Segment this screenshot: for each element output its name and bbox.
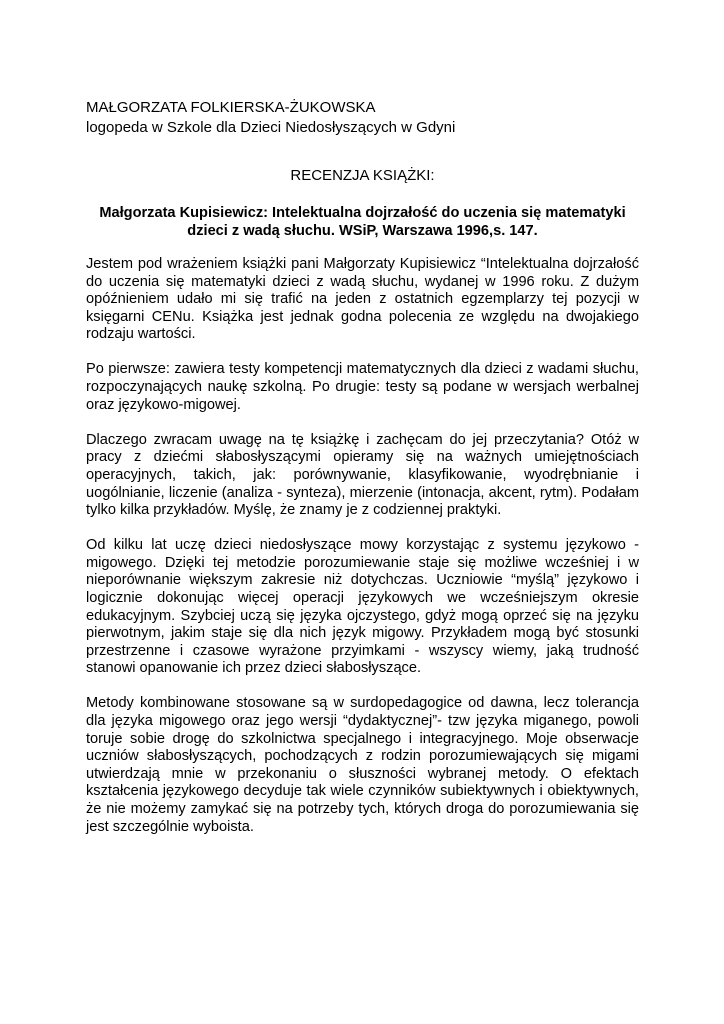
paragraph-4: Od kilku lat uczę dzieci niedosłyszące mowy korzystając z systemu językowo - migowego. Dzięki tej metodzie porozumiewanie staje się możliwe wcześniej i w nieporównanie większym zakresie niż dotychczas. Uczniowie “myślą” językowo i logicznie dokonując więcej operacji językowych we wcześniejszym okresie edukacyjnym. Szybciej uczą się języka ojczystego, gdyż mogą oprzeć się na języku pierwotnym, jakim staje się dla nich język migowy. Przykładem mogą być stosunki przestrzenne i czasowe wyrażone przyimkami - wszyscy wiemy, jaką trudność stanowi opanowanie ich przez dzieci słabosłyszące.: [86, 537, 639, 677]
book-title: [86, 205, 639, 240]
book-title-line-2: dzieci z wadą słuchu. WSiP, Warszawa 1996,s. 147.: [187, 222, 538, 239]
review-body: [86, 256, 639, 836]
document-page: [86, 98, 639, 854]
paragraph-2: Po pierwsze: zawiera testy kompetencji matematycznych dla dzieci z wadami słuchu, rozpoczynających naukę szkolną. Po drugie: testy są podane w wersjach werbalnej oraz językowo-migowej.: [86, 361, 639, 413]
paragraph-3: Dlaczego zwracam uwagę na tę książkę i zachęcam do jej przeczytania? Otóż w pracy z dziećmi słabosłyszącymi opieramy się na ważnych umiejętnościach operacyjnych, takich, jak: porównywanie, klasyfikowanie, wyodrębnianie i uogólnianie, liczenie (analiza - synteza), mierzenie (intonacja, akcent, rytm). Podałam tylko kilka przykładów. Myślę, że znamy je z codziennej praktyki.: [86, 431, 639, 519]
author-name: MAŁGORZATA FOLKIERSKA-ŻUKOWSKA: [86, 99, 376, 116]
author-role: logopeda w Szkole dla Dzieci Niedosłyszących w Gdyni: [86, 119, 456, 136]
book-title-line-1: Małgorzata Kupisiewicz: Intelektualna dojrzałość do uczenia się matematyki: [99, 205, 626, 221]
paragraph-1: Jestem pod wrażeniem książki pani Małgorzaty Kupisiewicz “Intelektualna dojrzałość do uczenia się matematyki dzieci z wadą słuchu, wydanej w 1996 roku. Z dużym opóźnieniem udało mi się trafić na jeden z ostatnich egzemplarzy tej pozycji w księgarni CENu. Książka jest jednak godna polecenia ze względu na dwojakiego rodzaju wartości.: [86, 256, 639, 343]
paragraph-5: Metody kombinowane stosowane są w surdopedagogice od dawna, lecz tolerancja dla języka migowego oraz jego wersji “dydaktycznej”- tzw języka miganego, powoli toruje sobie drogę do szkolnictwa specjalnego i integracyjnego. Moje obserwacje uczniów słabosłyszących, pochodzących z rodzin porozumiewających się migami utwierdzają mnie w przekonaniu o słuszności wybranej metody. O efektach kształcenia językowego decyduje tak wiele czynników subiektywnych i obiektywnych, że nie możemy zamykać się na potrzeby tych, których droga do porozumiewania się jest szczególnie wyboista.: [86, 695, 639, 835]
review-heading: RECENZJA KSIĄŻKI:: [290, 167, 435, 184]
